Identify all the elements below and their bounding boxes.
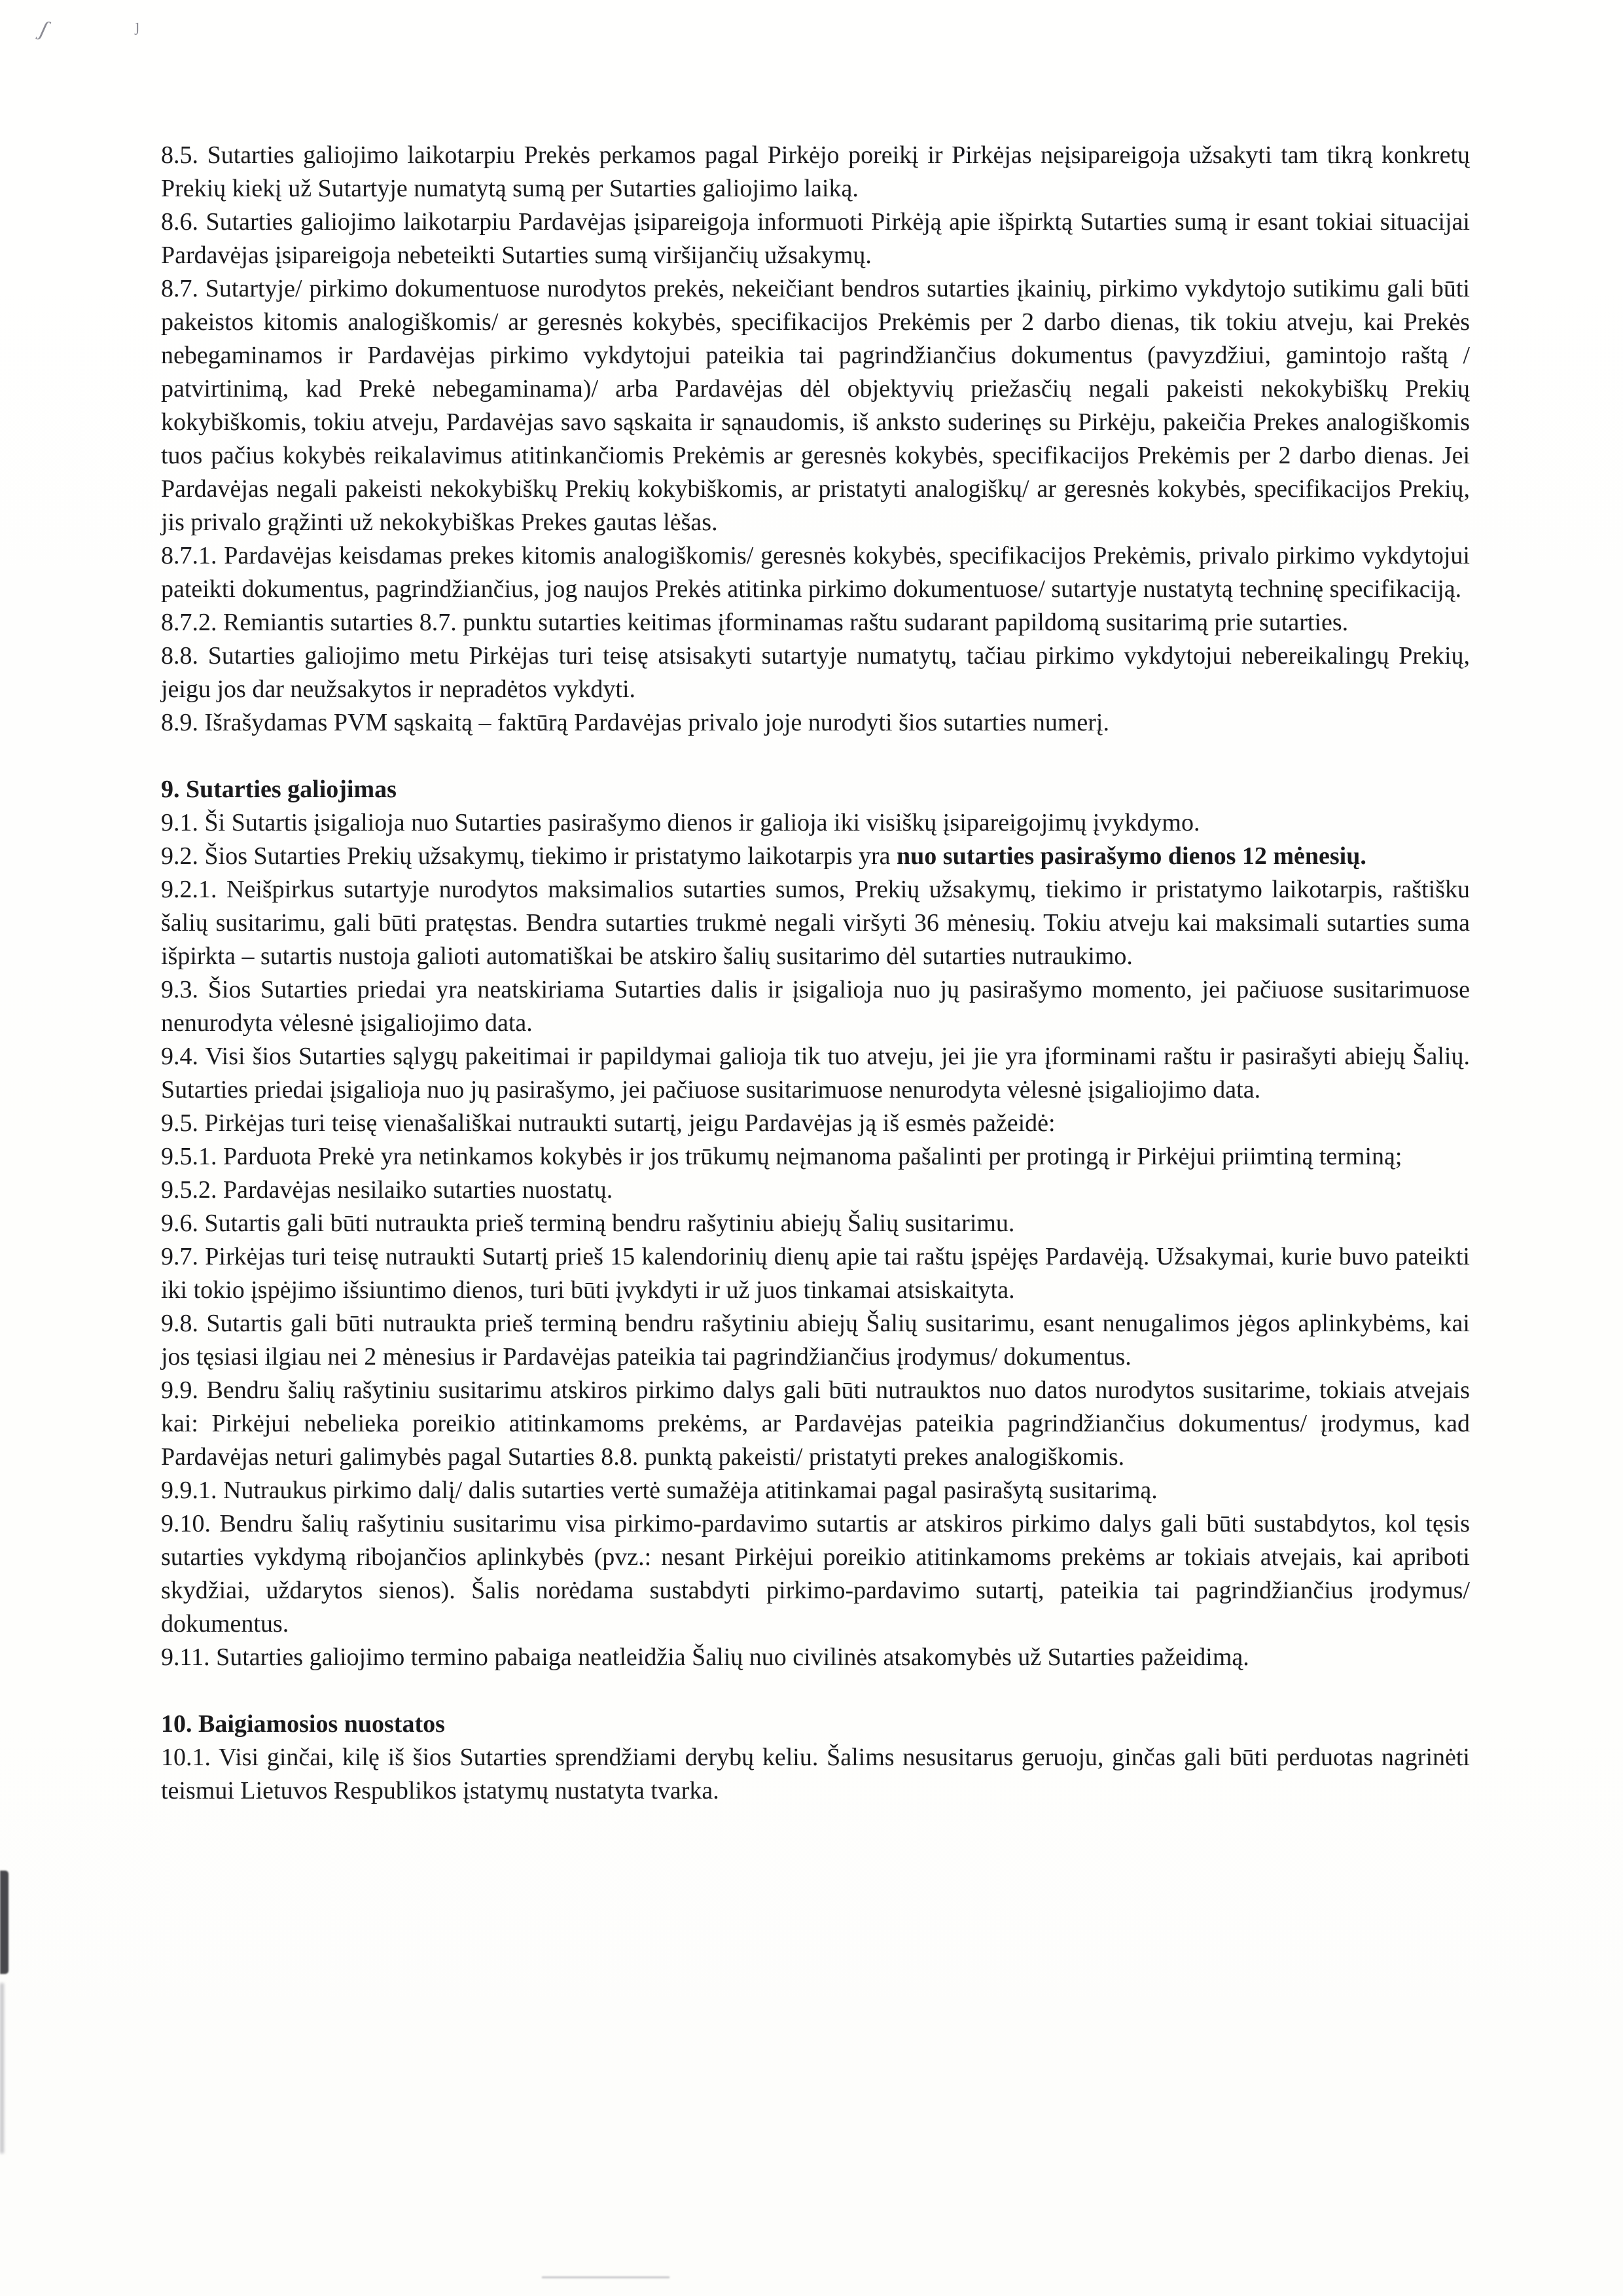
paragraph xyxy=(161,206,1470,272)
paragraph xyxy=(161,606,1470,639)
document-body xyxy=(161,139,1470,1808)
pen-mark-icon: ʃ xyxy=(37,16,50,42)
paragraph xyxy=(161,973,1470,1040)
bold-text-run: nuo sutarties pasirašymo dienos 12 mėnesių. xyxy=(897,842,1366,870)
text-run: 8.7.1. Pardavėjas keisdamas prekes kitomis analogiškomis/ geresnės kokybės, specifikacijos Prekėmis, privalo pirkimo vykdytojui pateikti dokumentus, pagrindžiančius, jog naujos Prekės atitinka pirkimo dokumentuose/ sutartyje nustatytą techninę specifikaciją. xyxy=(161,542,1470,603)
paragraph xyxy=(161,272,1470,539)
scan-artifact-left-edge xyxy=(0,1871,9,1974)
text-run: 9.10. Bendru šalių rašytiniu susitarimu visa pirkimo-pardavimo sutartis ar atskiros pirkimo dalys gali būti sustabdytos, kol tęsis sutarties vykdymą ribojančios aplinkybės (pvz.: nesant Pirkėjui poreikio atitinkamoms prekėms ar tokiais atvejais, kai apriboti skydžiai, uždarytos sienos). Šalis norėdama sustabdyti pirkimo-pardavimo sutartį, pateikia tai pagrindžiančius įrodymus/ dokumentus. xyxy=(161,1510,1470,1638)
paragraph xyxy=(161,639,1470,706)
text-run: 8.7.2. Remiantis sutarties 8.7. punktu sutarties keitimas įforminamas raštu sudarant papildomą susitarimą prie sutarties. xyxy=(161,609,1349,636)
paragraph xyxy=(161,1474,1470,1507)
text-run: 8.9. Išrašydamas PVM sąskaitą – faktūrą Pardavėjas privalo joje nurodyti šios sutarties numerį. xyxy=(161,709,1109,736)
pen-mark-icon: ȷ xyxy=(133,15,141,35)
text-run: 9.11. Sutarties galiojimo termino pabaiga neatleidžia Šalių nuo civilinės atsakomybės už Sutarties pažeidimą. xyxy=(161,1643,1249,1671)
paragraph xyxy=(161,139,1470,206)
section-heading xyxy=(161,773,1470,806)
text-run: 9.4. Visi šios Sutarties sąlygų pakeitimai ir papildymai galioja tik tuo atveju, jei jie yra įforminami raštu ir pasirašyti abiejų Šalių. Sutarties priedai įsigalioja nuo jų pasirašymo, jei pačiuose susitarimuose nenurodyta vėlesnė įsigaliojimo data. xyxy=(161,1043,1470,1103)
text-run: 8.7. Sutartyje/ pirkimo dokumentuose nurodytos prekės, nekeičiant bendros sutarties įkainių, pirkimo vykdytojo sutikimu gali būti pakeistos kitomis analogiškomis/ ar geresnės kokybės, specifikacijos Prekėmis per 2 darbo dienas, tik tokiu atveju, kai Prekės nebegaminamos ir Pardavėjas pirkimo vykdytojui pateikia tai pagrindžiančius dokumentus (pavyzdžiui, gamintojo raštą / patvirtinimą, kad Prekė nebegaminama)/ arba Pardavėjas dėl objektyvių priežasčių negali pakeisti nekokybiškų Prekių kokybiškomis, tokiu atveju, Pardavėjas savo sąskaita ir sąnaudomis, iš anksto suderinęs su Pirkėju, pakeičia Prekes analogiškomis tuos pačius kokybės reikalavimus atitinkančiomis Prekėmis ar geresnės kokybės, specifikacijos Prekėmis per 2 darbo dienas. Jei Pardavėjas negali pakeisti nekokybiškų Prekių kokybiškomis, ar pristatyti analogiškų/ ar geresnės kokybės, specifikacijos Prekių, jis privalo grąžinti už nekokybiškas Prekes gautas lėšas. xyxy=(161,275,1470,536)
text-run: 9.3. Šios Sutarties priedai yra neatskiriama Sutarties dalis ir įsigalioja nuo jų pasirašymo momento, jei pačiuose susitarimuose nenurodyta vėlesnė įsigaliojimo data. xyxy=(161,976,1470,1037)
paragraph xyxy=(161,1240,1470,1307)
text-run: 9.9. Bendru šalių rašytiniu susitarimu atskiros pirkimo dalys gali būti nutrauktos nuo datos nurodytos susitarime, tokiais atvejais kai: Pirkėjui nebelieka poreikio atitinkamoms prekėms, ar Pardavėjas pateikia pagrindžiančius dokumentus/ įrodymus, kad Pardavėjas neturi galimybės pagal Sutarties 8.8. punktą pakeisti/ pristatyti prekes analogiškomis. xyxy=(161,1376,1470,1471)
text-run: 8.6. Sutarties galiojimo laikotarpiu Pardavėjas įsipareigoja informuoti Pirkėją apie išpirktą Sutarties sumą ir esant tokiai situacijai Pardavėjas įsipareigoja nebeteikti Sutarties sumą viršijančių užsakymų. xyxy=(161,208,1470,269)
paragraph xyxy=(161,539,1470,606)
text-run: 8.5. Sutarties galiojimo laikotarpiu Prekės perkamos pagal Pirkėjo poreikį ir Pirkėjas neįsipareigoja užsakyti tam tikrą konkretų Prekių kiekį už Sutartyje numatytą sumą per Sutarties galiojimo laiką. xyxy=(161,141,1470,202)
paragraph xyxy=(161,873,1470,973)
text-run: 9.5.1. Parduota Prekė yra netinkamos kokybės ir jos trūkumų neįmanoma pašalinti per protingą ir Pirkėjui priimtiną terminą; xyxy=(161,1143,1402,1170)
paragraph xyxy=(161,1307,1470,1374)
text-run: 9.5.2. Pardavėjas nesilaiko sutarties nuostatų. xyxy=(161,1176,613,1204)
text-run: 9.1. Ši Sutartis įsigalioja nuo Sutarties pasirašymo dienos ir galioja iki visiškų įsipareigojimų įvykdymo. xyxy=(161,809,1200,836)
bold-text-run: 10. Baigiamosios nuostatos xyxy=(161,1710,445,1738)
text-run: 9.5. Pirkėjas turi teisę vienašališkai nutraukti sutartį, jeigu Pardavėjas ją iš esmės pažeidė: xyxy=(161,1109,1056,1137)
scan-artifact-left-smudge xyxy=(0,1983,4,2153)
paragraph xyxy=(161,1374,1470,1474)
paragraph xyxy=(161,1174,1470,1207)
bold-text-run: 9. Sutarties galiojimas xyxy=(161,776,397,803)
text-run: 10.1. Visi ginčai, kilę iš šios Sutarties sprendžiami derybų keliu. Šalims nesusitarus geruoju, ginčas gali būti perduotas nagrinėti teismui Lietuvos Respublikos įstatymų nustatyta tvarka. xyxy=(161,1744,1470,1804)
section-heading xyxy=(161,1708,1470,1741)
paragraph xyxy=(161,1107,1470,1140)
text-run: 9.2.1. Neišpirkus sutartyje nurodytos maksimalios sutarties sumos, Prekių užsakymų, tiekimo ir pristatymo laikotarpis, raštišku šalių susitarimu, gali būti pratęstas. Bendra sutarties trukmė negali viršyti 36 mėnesių. Tokiu atveju kai maksimali sutarties suma išpirkta – sutartis nustoja galioti automatiškai be atskiro šalių susitarimo dėl sutarties nutraukimo. xyxy=(161,876,1470,970)
paragraph xyxy=(161,1140,1470,1174)
paragraph xyxy=(161,1040,1470,1107)
text-run: 9.9.1. Nutraukus pirkimo dalį/ dalis sutarties vertė sumažėja atitinkamai pagal pasirašytą susitarimą. xyxy=(161,1477,1158,1504)
text-run: 9.2. Šios Sutarties Prekių užsakymų, tiekimo ir pristatymo laikotarpis yra xyxy=(161,842,897,870)
text-run: 9.6. Sutartis gali būti nutraukta prieš terminą bendru rašytiniu abiejų Šalių susitarimu. xyxy=(161,1210,1015,1237)
paragraph xyxy=(161,1207,1470,1240)
paragraph xyxy=(161,1741,1470,1808)
text-run: 9.8. Sutartis gali būti nutraukta prieš terminą bendru rašytiniu abiejų Šalių susitarimu, esant nenugalimos jėgos aplinkybėms, kai jos tęsiasi ilgiau nei 2 mėnesius ir Pardavėjas pateikia tai pagrindžiančius įrodymus/ dokumentus. xyxy=(161,1310,1470,1371)
paragraph xyxy=(161,840,1470,873)
text-run: 8.8. Sutarties galiojimo metu Pirkėjas turi teisę atsisakyti sutartyje numatytų, tačiau pirkimo vykdytojui nebereikalingų Prekių, jeigu jos dar neužsakytos ir nepradėtos vykdyti. xyxy=(161,642,1470,703)
paragraph xyxy=(161,806,1470,840)
paragraph xyxy=(161,1641,1470,1674)
scan-artifact-bottom-line xyxy=(542,2276,669,2278)
paragraph xyxy=(161,1507,1470,1641)
text-run: 9.7. Pirkėjas turi teisę nutraukti Sutartį prieš 15 kalendorinių dienų apie tai raštu įspėjęs Pardavėją. Užsakymai, kurie buvo pateikti iki tokio įspėjimo išsiuntimo dienos, turi būti įvykdyti ir už juos tinkamai atsiskaityta. xyxy=(161,1243,1470,1304)
paragraph xyxy=(161,706,1470,740)
